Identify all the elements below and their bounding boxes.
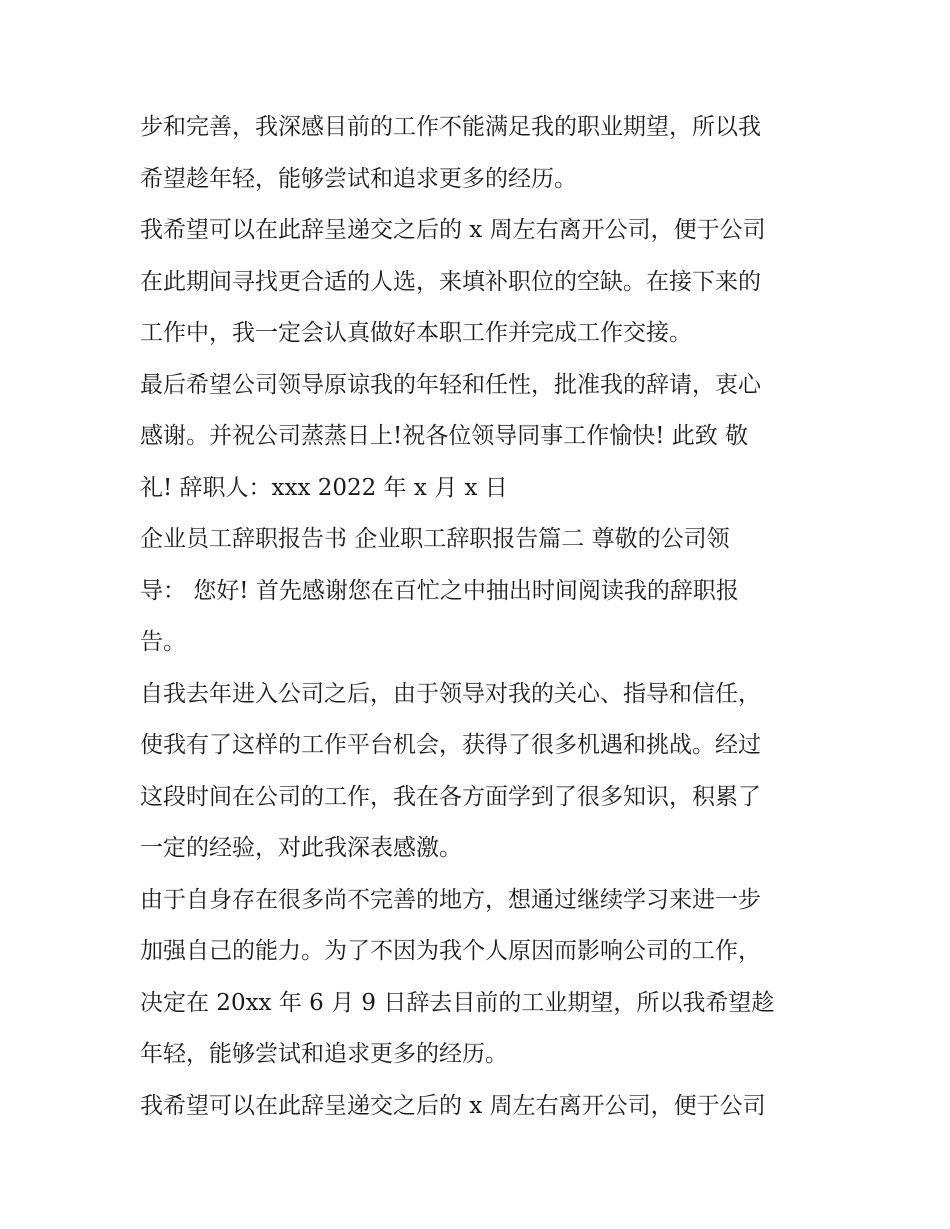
text-line: 希望趁年轻，能够尝试和追求更多的经历。 xyxy=(140,165,577,192)
text-line: 工作中，我一定会认真做好本职工作并完成工作交接。 xyxy=(140,320,692,346)
text-line: 这段时间在公司的工作，我在各方面学到了很多知识，积累了 xyxy=(140,783,761,810)
text-line: 最后希望公司领导原谅我的年轻和任性，批准我的辞请，衷心 xyxy=(140,371,761,398)
text-line: 决定在 20xx 年 6 月 9 日辞去目前的工业期望，所以我希望趁 xyxy=(140,989,775,1016)
text-line: 我希望可以在此辞呈递交之后的 x 周左右离开公司，便于公司 xyxy=(140,217,766,243)
text-line: 由于自身存在很多尚不完善的地方，想通过继续学习来进一步 xyxy=(140,886,761,913)
text-line: 导： 您好! 首先感谢您在百忙之中抽出时间阅读我的辞职报 xyxy=(140,577,739,604)
text-line: 步和完善，我深感目前的工作不能满足我的职业期望，所以我 xyxy=(140,114,761,140)
text-line: 感谢。并祝公司蒸蒸日上!祝各位领导同事工作愉快! 此致 敬 xyxy=(140,423,749,449)
text-line: 企业员工辞职报告书 企业职工辞职报告篇二 尊敬的公司领 xyxy=(140,526,730,552)
text-line: 我希望可以在此辞呈递交之后的 x 周左右离开公司，便于公司 xyxy=(140,1092,766,1119)
text-line: 加强自己的能力。为了不因为我个人原因而影响公司的工作， xyxy=(140,938,761,964)
text-line: 使我有了这样的工作平台机会，获得了很多机遇和挑战。经过 xyxy=(140,732,761,758)
text-line: 年轻，能够尝试和追求更多的经历。 xyxy=(140,1041,508,1067)
text-line: 在此期间寻找更合适的人选，来填补职位的空缺。在接下来的 xyxy=(140,268,761,295)
text-line: 自我去年进入公司之后，由于领导对我的关心、指导和信任， xyxy=(140,680,761,707)
signature-line: 礼! 辞职人：xxx 2022 年 x 月 x 日 xyxy=(140,474,508,501)
resignation-letter-body xyxy=(140,102,830,1132)
text-line: 告。 xyxy=(140,629,186,655)
text-line: 一定的经验，对此我深表感激。 xyxy=(140,835,462,861)
